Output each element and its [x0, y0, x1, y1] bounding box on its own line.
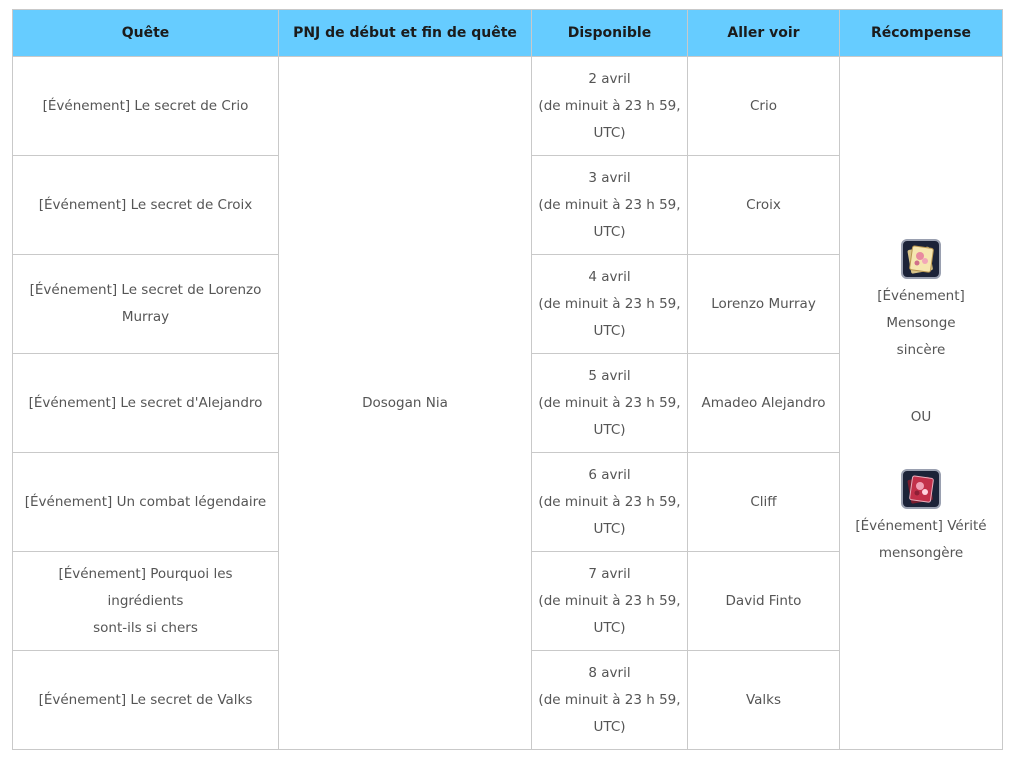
available-cell [532, 57, 688, 156]
go-see-cell: Croix [688, 156, 840, 255]
available-date: 6 avril [588, 466, 631, 483]
go-see-cell: Valks [688, 651, 840, 750]
red-card-icon [901, 469, 941, 509]
available-timezone: UTC) [593, 223, 626, 240]
reward-item-1 [842, 239, 1000, 364]
available-date: 7 avril [588, 565, 631, 582]
available-time: (de minuit à 23 h 59, [538, 394, 681, 411]
available-timezone: UTC) [593, 421, 626, 438]
header-quest: Quête [13, 10, 279, 57]
available-timezone: UTC) [593, 322, 626, 339]
quest-cell [13, 255, 279, 354]
npc-cell: Dosogan Nia [279, 57, 532, 750]
available-time: (de minuit à 23 h 59, [538, 493, 681, 510]
reward-item-2 [842, 469, 1000, 567]
available-cell [532, 255, 688, 354]
header-go-see: Aller voir [688, 10, 840, 57]
available-date: 8 avril [588, 664, 631, 681]
available-time: (de minuit à 23 h 59, [538, 295, 681, 312]
available-date: 5 avril [588, 367, 631, 384]
header-reward: Récompense [840, 10, 1003, 57]
available-time: (de minuit à 23 h 59, [538, 592, 681, 609]
header-row [13, 10, 1003, 57]
available-date: 2 avril [588, 70, 631, 87]
available-cell [532, 453, 688, 552]
header-npc: PNJ de début et fin de quête [279, 10, 532, 57]
quest-cell: [Événement] Le secret de Croix [13, 156, 279, 255]
available-cell [532, 156, 688, 255]
table-row [13, 57, 1003, 156]
go-see-cell: David Finto [688, 552, 840, 651]
reward-item-1-name-b: sincère [896, 342, 946, 358]
quest-cell [13, 552, 279, 651]
quest-cell: [Événement] Le secret d'Alejandro [13, 354, 279, 453]
available-cell [532, 552, 688, 651]
go-see-cell: Lorenzo Murray [688, 255, 840, 354]
reward-item-2-name-a: [Événement] Vérité [855, 518, 987, 534]
or-separator: OU [910, 409, 932, 425]
available-time: (de minuit à 23 h 59, [538, 97, 681, 114]
available-timezone: UTC) [593, 718, 626, 735]
available-timezone: UTC) [593, 520, 626, 537]
quest-name-a: [Événement] Le secret de Lorenzo [29, 282, 262, 298]
available-timezone: UTC) [593, 124, 626, 141]
available-cell [532, 651, 688, 750]
quest-name-a: [Événement] Pourquoi les ingrédients [58, 565, 233, 609]
available-time: (de minuit à 23 h 59, [538, 691, 681, 708]
reward-item-1-name-a: [Événement] Mensonge [877, 288, 965, 331]
go-see-cell: Crio [688, 57, 840, 156]
quest-cell: [Événement] Un combat légendaire [13, 453, 279, 552]
gold-card-icon [901, 239, 941, 279]
reward-item-2-name-b: mensongère [878, 545, 964, 561]
reward-cell [840, 57, 1003, 750]
quest-cell: [Événement] Le secret de Crio [13, 57, 279, 156]
available-time: (de minuit à 23 h 59, [538, 196, 681, 213]
go-see-cell: Cliff [688, 453, 840, 552]
available-cell [532, 354, 688, 453]
quest-name-b: Murray [121, 309, 170, 325]
go-see-cell: Amadeo Alejandro [688, 354, 840, 453]
quest-name-b: sont-ils si chers [93, 619, 198, 636]
available-date: 3 avril [588, 169, 631, 186]
quest-table [12, 9, 1003, 750]
header-available: Disponible [532, 10, 688, 57]
available-timezone: UTC) [593, 619, 626, 636]
available-date: 4 avril [588, 268, 631, 285]
quest-cell: [Événement] Le secret de Valks [13, 651, 279, 750]
